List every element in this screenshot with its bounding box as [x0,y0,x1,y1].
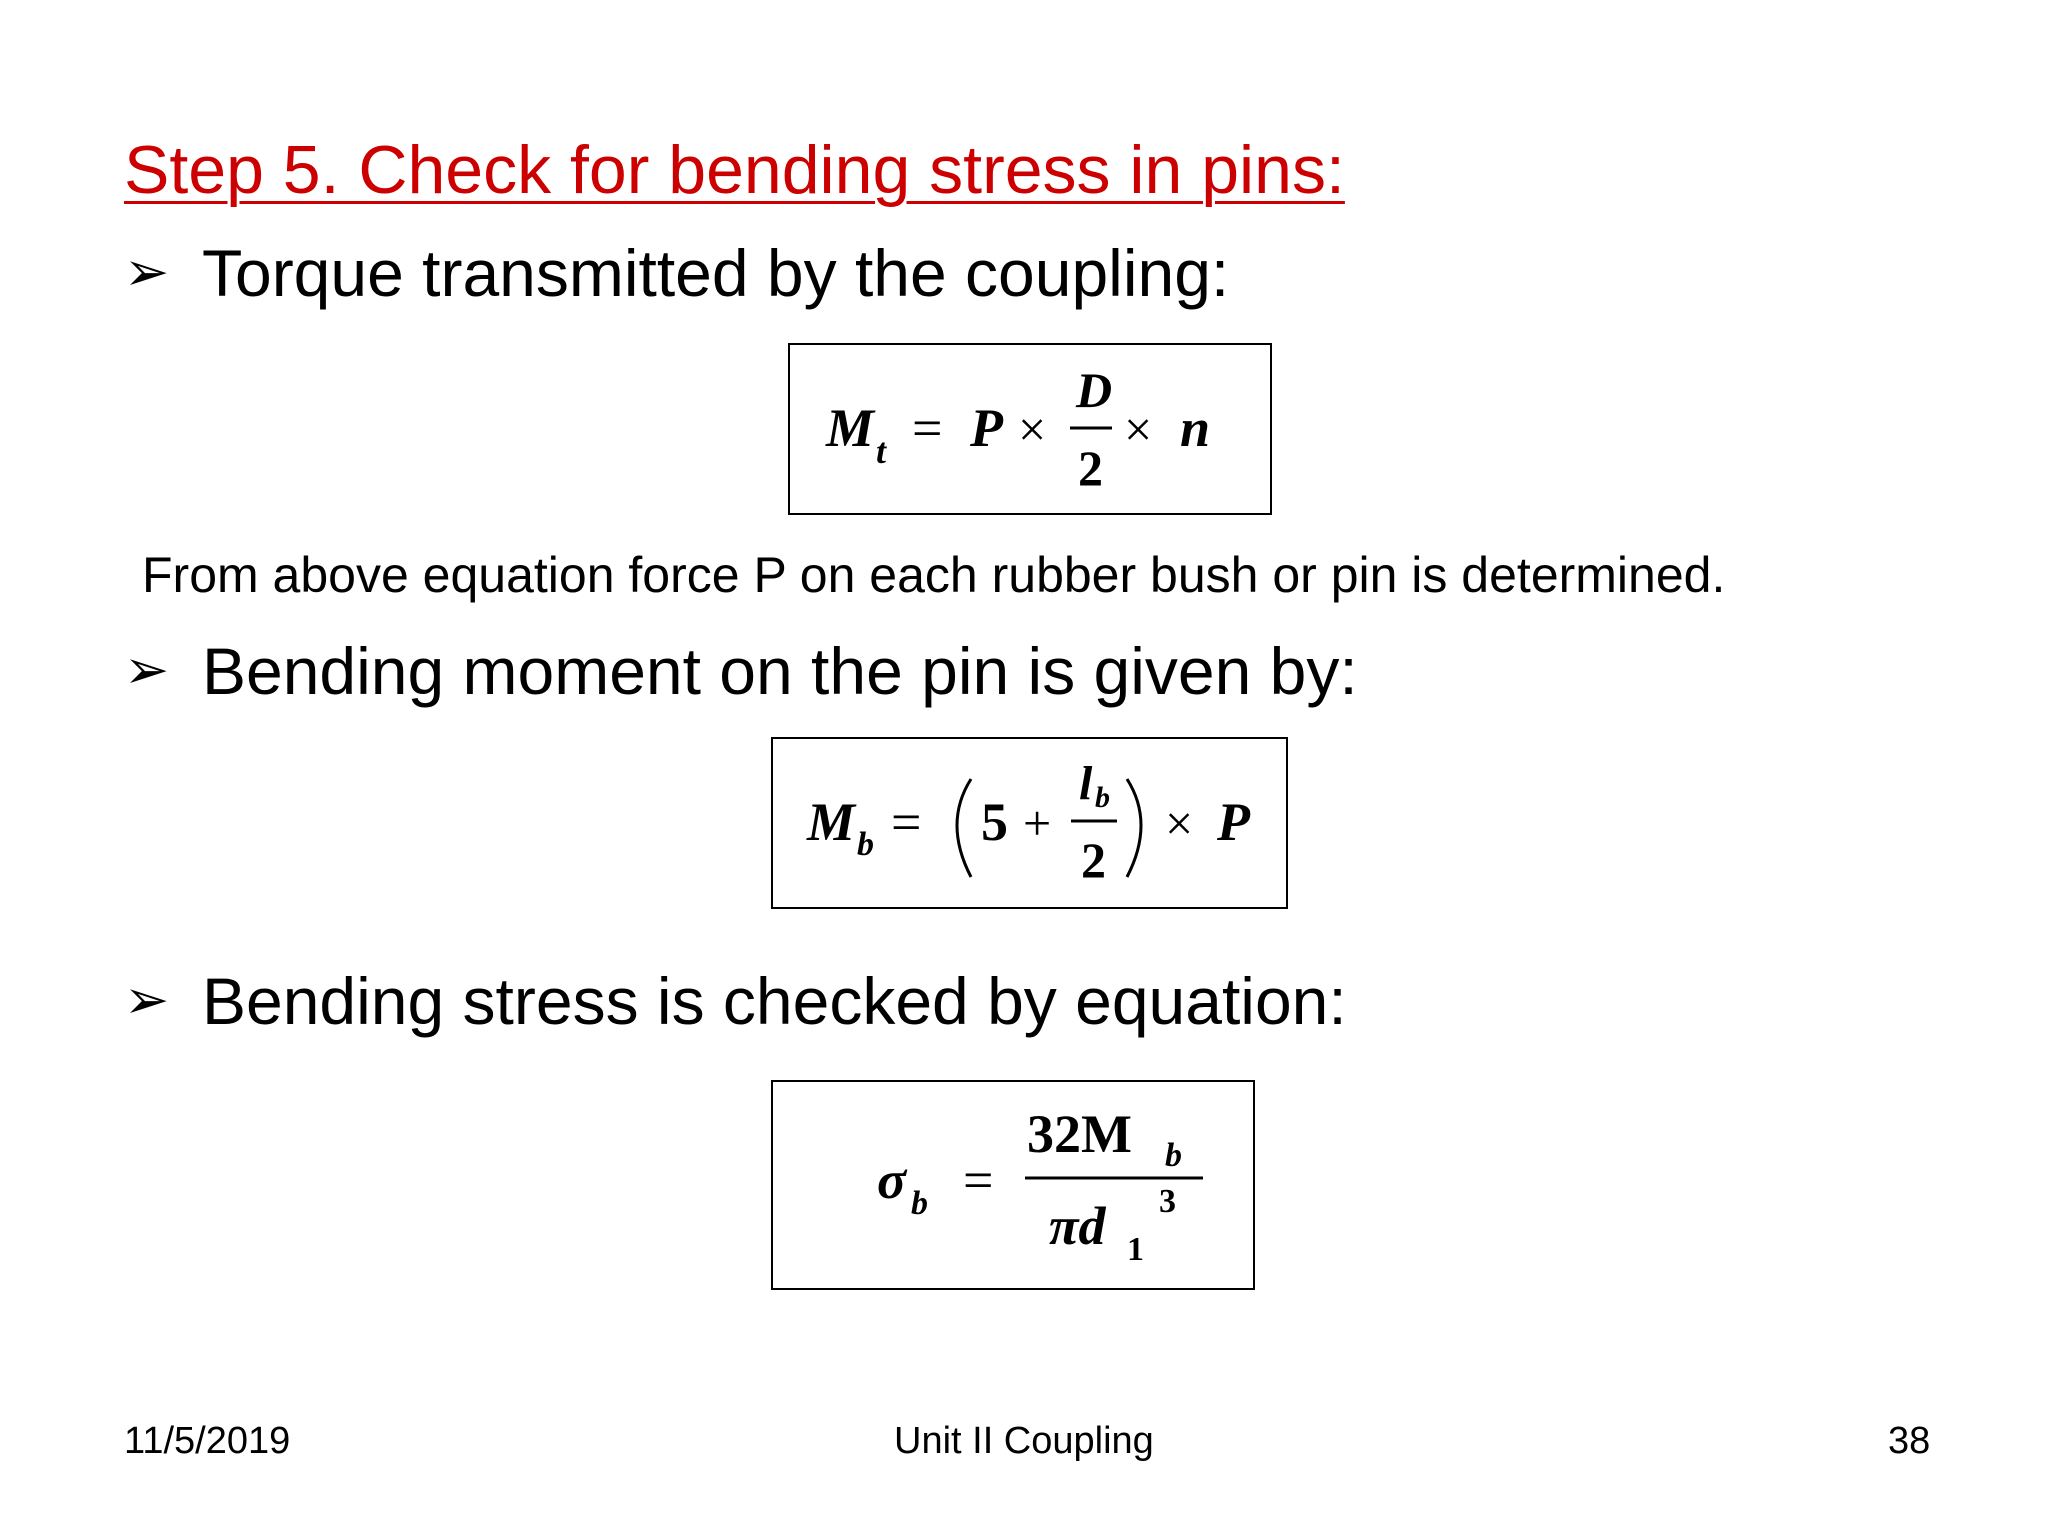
slide-heading: Step 5. Check for bending stress in pins: [124,132,1345,208]
bullet-moment [124,634,1358,708]
moment-force: P [1217,792,1250,852]
footer-page-number: 38 [1888,1420,1931,1462]
stress-fraction-den: πd [1049,1196,1106,1256]
stress-equals: = [963,1150,994,1210]
footer-title: Unit II Coupling [894,1420,1154,1462]
bullet-stress-text: Bending stress is checked by equation: [202,964,1347,1038]
stress-fraction-den-sup: 3 [1159,1183,1176,1220]
moment-lhs-sub: b [857,826,874,863]
arrow-bullet-icon: ➢ [124,640,170,700]
torque-fraction-den: 2 [1078,440,1103,496]
torque-force: P [970,398,1003,458]
torque-equals: = [912,398,943,458]
stress-lhs: σ [877,1150,907,1210]
stress-equation-box [771,1080,1255,1290]
stress-equation [773,1082,1253,1288]
moment-fraction-num-sub: b [1095,781,1110,814]
torque-times-1: × [1018,401,1047,457]
arrow-bullet-icon: ➢ [124,970,170,1030]
torque-fraction-num: D [1076,362,1113,418]
stress-fraction-num-sub: b [1165,1137,1182,1174]
moment-fraction-den: 2 [1081,832,1106,888]
stress-fraction-num: 32M [1027,1104,1132,1164]
bullet-torque [124,236,1230,310]
note-text: From above equation force P on each rubber bush or pin is determined. [142,547,1726,603]
stress-fraction-den-sub: 1 [1127,1231,1144,1268]
moment-times: × [1165,795,1194,851]
bullet-moment-text: Bending moment on the pin is given by: [202,634,1358,708]
moment-fraction-num: l [1079,757,1093,810]
torque-equation-box [788,343,1272,515]
torque-n: n [1180,398,1211,458]
bullet-stress [124,964,1347,1038]
bullet-torque-text: Torque transmitted by the coupling: [202,236,1230,310]
footer-date: 11/5/2019 [124,1420,291,1462]
moment-left-paren [957,779,971,877]
arrow-bullet-icon: ➢ [124,242,170,302]
torque-lhs: M [826,398,875,458]
moment-plus: + [1023,795,1052,851]
moment-lhs: M [807,792,856,852]
torque-times-2: × [1124,401,1153,457]
moment-right-paren [1127,779,1141,877]
stress-lhs-sub: b [911,1185,928,1222]
moment-five: 5 [981,792,1008,852]
moment-equals: = [891,792,922,852]
moment-equation [773,739,1286,907]
torque-lhs-sub: t [876,431,887,471]
moment-equation-box [771,737,1288,909]
torque-equation [790,345,1270,513]
